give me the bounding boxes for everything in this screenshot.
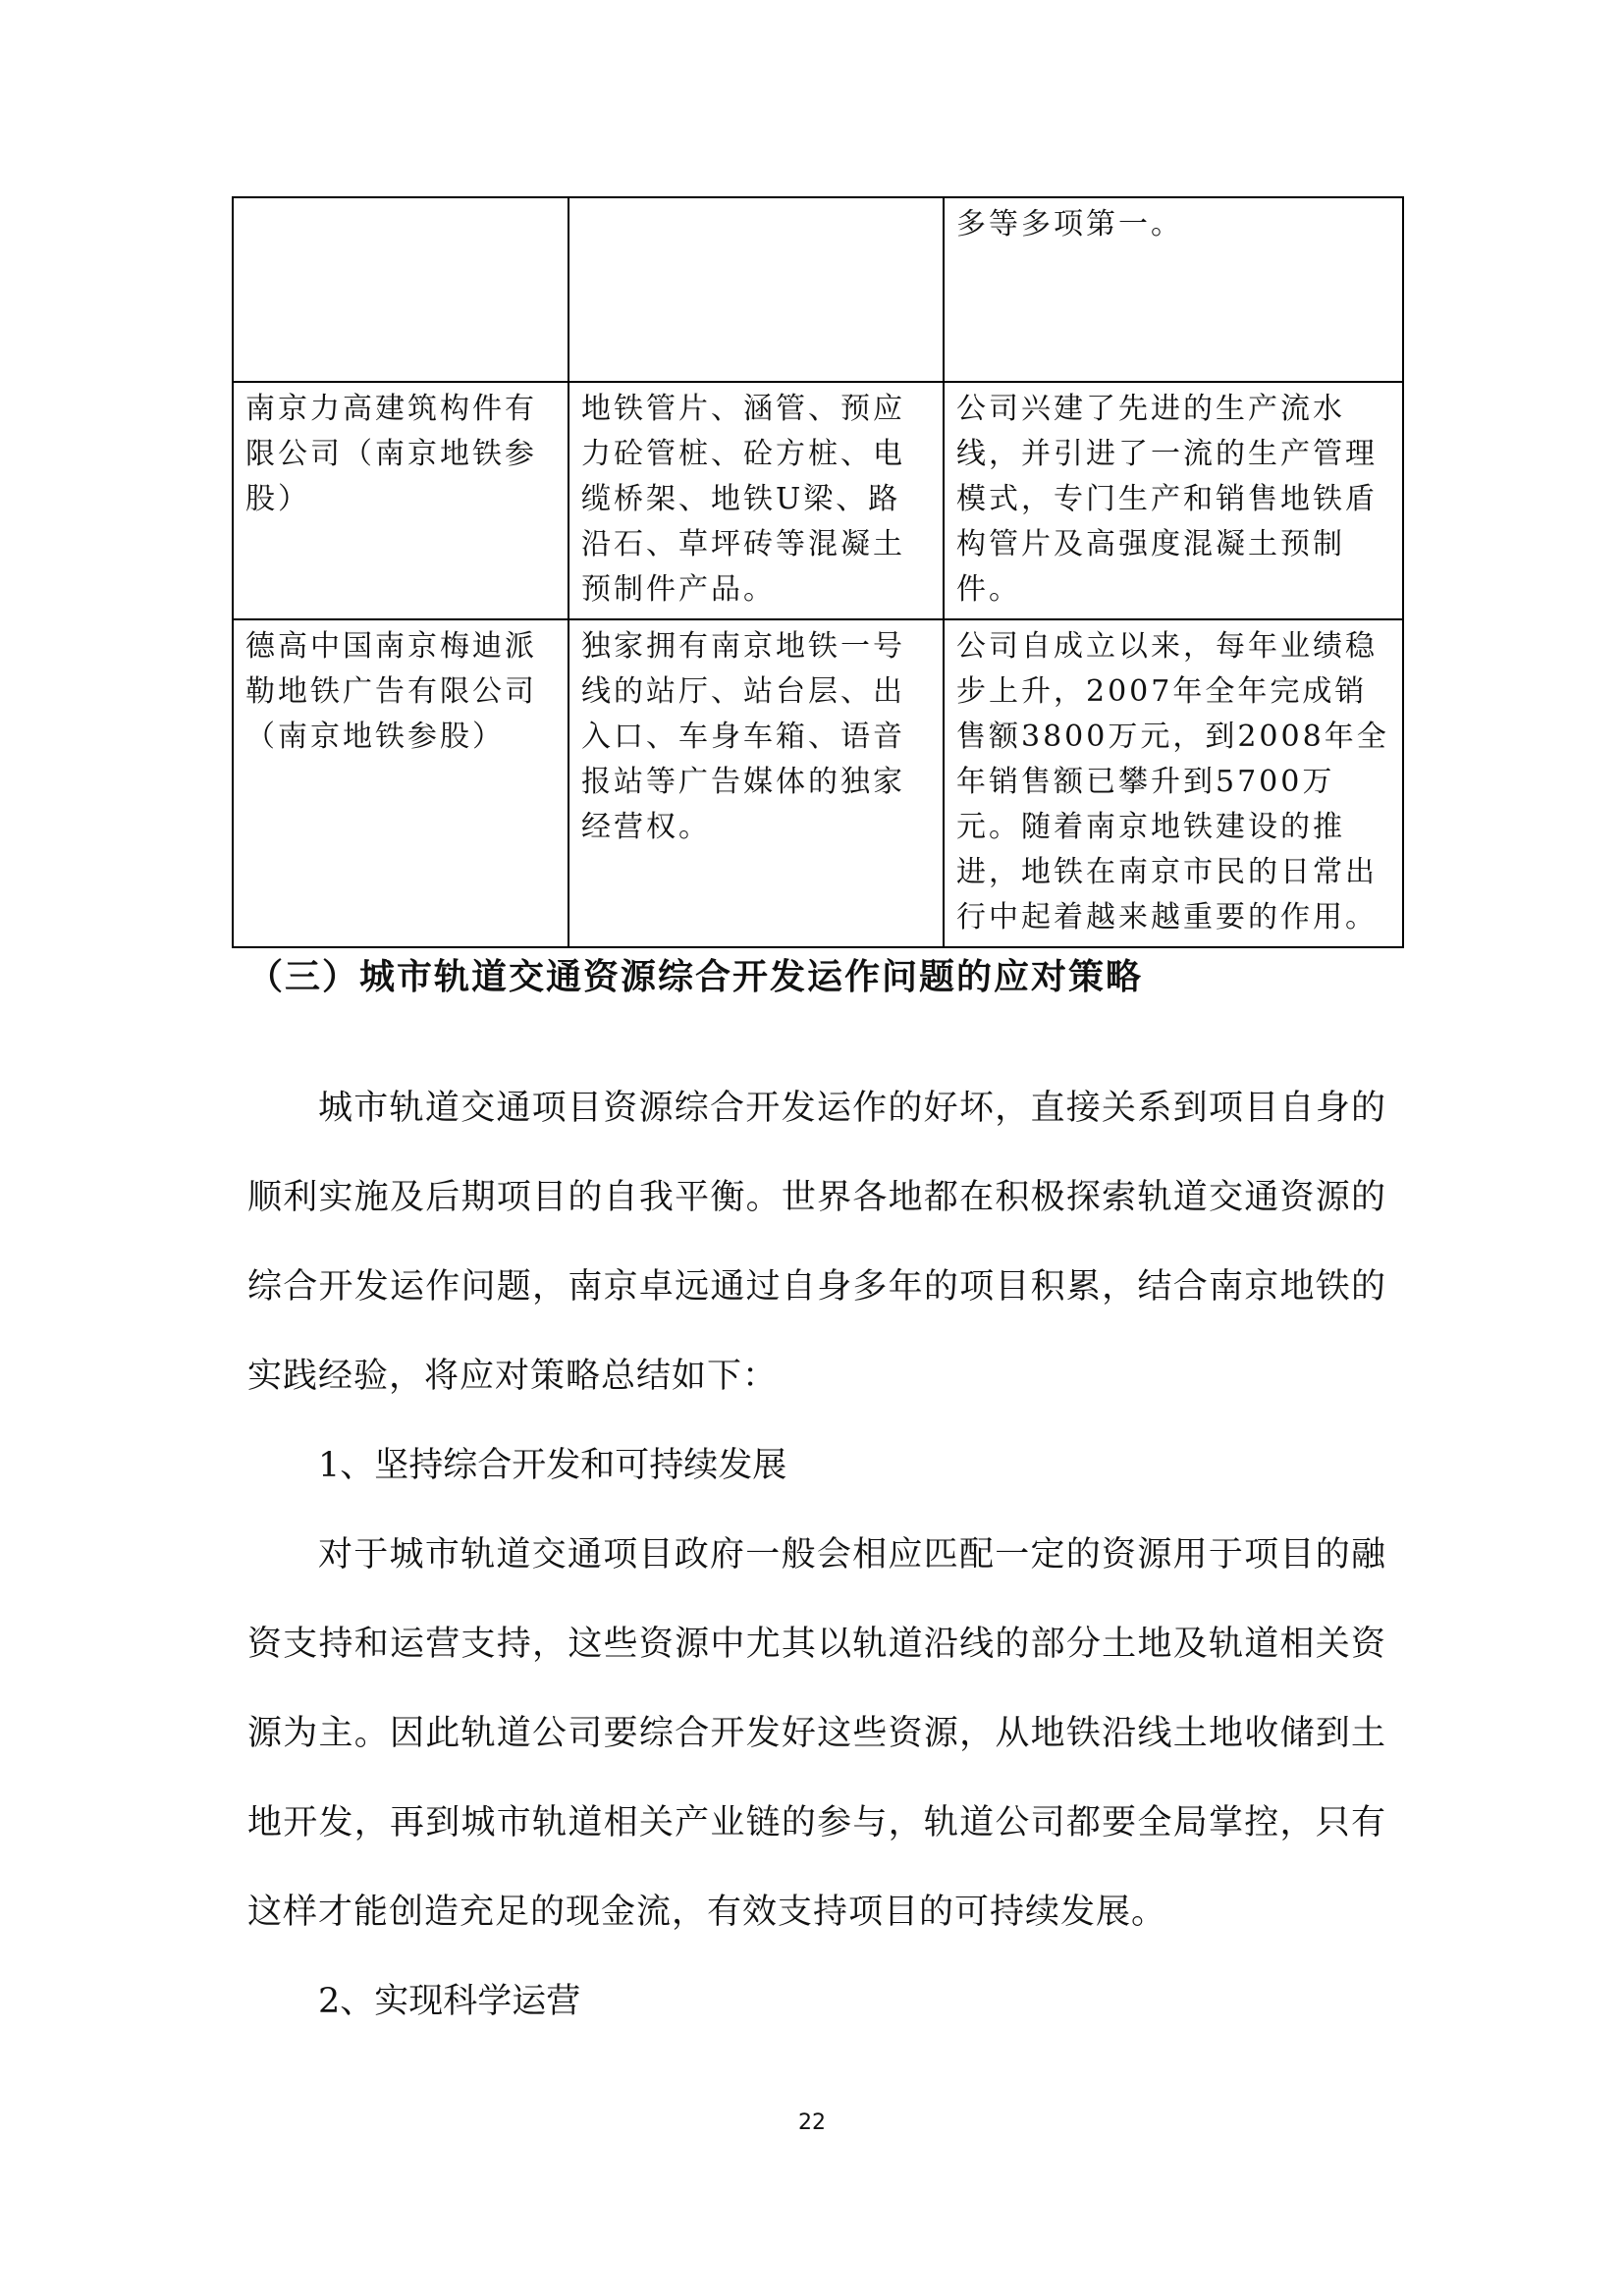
description-cell: 公司兴建了先进的生产流水线，并引进了一流的生产管理模式，专门生产和销售地铁盾构管片及高强度混凝土预制件。 xyxy=(944,382,1403,619)
business-cell xyxy=(568,197,944,382)
company-cell: 南京力高建筑构件有限公司（南京地铁参股） xyxy=(233,382,568,619)
intro-paragraph: 城市轨道交通项目资源综合开发运作的好坏，直接关系到项目自身的顺利实施及后期项目的自我平衡。世界各地都在积极探索轨道交通资源的综合开发运作问题，南京卓远通过自身多年的项目积累，结合南京地铁的实践经验，将应对策略总结如下： xyxy=(247,1089,1386,1396)
company-cell: 德高中国南京梅迪派勒地铁广告有限公司（南京地铁参股） xyxy=(233,619,568,947)
page-number: 22 xyxy=(798,2110,826,2135)
business-cell: 独家拥有南京地铁一号线的站厅、站台层、出入口、车身车箱、语音报站等广告媒体的独家经营权。 xyxy=(568,619,944,947)
company-table xyxy=(232,196,1404,948)
item-1-title: 1、坚持综合开发和可持续发展 xyxy=(318,1446,787,1485)
business-cell: 地铁管片、涵管、预应力砼管桩、砼方桩、电缆桥架、地铁U梁、路沿石、草坪砖等混凝土预制件产品。 xyxy=(568,382,944,619)
description-cell: 公司自成立以来，每年业绩稳步上升，2007年全年完成销售额3800万元，到2008年全年销售额已攀升到5700万元。随着南京地铁建设的推进，地铁在南京市民的日常出行中起着越来越重要的作用。 xyxy=(944,619,1403,947)
section-body xyxy=(247,1064,1386,2047)
table-row xyxy=(233,619,1403,947)
table-row xyxy=(233,382,1403,619)
section-heading: （三）城市轨道交通资源综合开发运作问题的应对策略 xyxy=(247,957,1144,997)
company-cell xyxy=(233,197,568,382)
description-cell: 多等多项第一。 xyxy=(944,197,1403,382)
item-2-title: 2、实现科学运营 xyxy=(318,1982,581,2021)
item-1-paragraph: 对于城市轨道交通项目政府一般会相应匹配一定的资源用于项目的融资支持和运营支持，这些资源中尤其以轨道沿线的部分土地及轨道相关资源为主。因此轨道公司要综合开发好这些资源，从地铁沿线土地收储到土地开发，再到城市轨道相关产业链的参与，轨道公司都要全局掌控，只有这样才能创造充足的现金流，有效支持项目的可持续发展。 xyxy=(247,1535,1386,1932)
table-row xyxy=(233,197,1403,382)
